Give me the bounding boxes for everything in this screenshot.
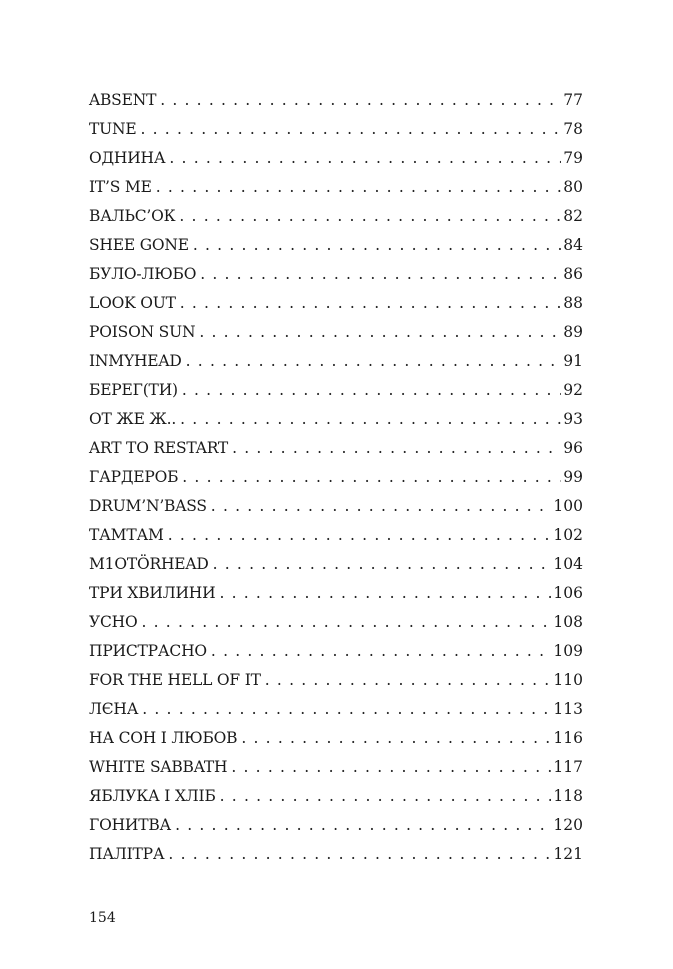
- toc-entry: [89, 756, 583, 785]
- toc-entry: [89, 176, 583, 205]
- toc-page-number: 77: [563, 91, 583, 109]
- toc-title: ТРИ ХВИЛИНИ: [89, 584, 216, 602]
- toc-entry: [89, 727, 583, 756]
- page-number: 154: [89, 910, 116, 926]
- dot-leader: [168, 843, 551, 865]
- toc-entry: [89, 321, 583, 350]
- toc-page-number: 106: [553, 584, 583, 602]
- dot-leader: [140, 118, 561, 140]
- toc-title: ВАЛЬС’ОК: [89, 207, 176, 225]
- toc-entry: [89, 669, 583, 698]
- dot-leader: [193, 234, 561, 256]
- toc-entry: [89, 611, 583, 640]
- toc-title: ОТ ЖЕ Ж..: [89, 410, 177, 428]
- toc-page-number: 78: [563, 120, 583, 138]
- toc-page-number: 113: [553, 700, 583, 718]
- toc-title: SHEE GONE: [89, 236, 189, 254]
- toc-page-number: 109: [553, 642, 583, 660]
- toc-title: ГОНИТВА: [89, 816, 172, 834]
- toc-title: FOR THE HELL OF IT: [89, 671, 261, 689]
- toc-page-number: 86: [563, 265, 583, 283]
- toc-page-number: 118: [553, 787, 583, 805]
- toc-entry: [89, 495, 583, 524]
- toc-entry: [89, 814, 583, 843]
- toc-page-number: 102: [553, 526, 583, 544]
- dot-leader: [199, 321, 561, 343]
- toc-page-number: 117: [553, 758, 583, 776]
- toc-title: ЛЄНА: [89, 700, 139, 718]
- toc-entry: [89, 205, 583, 234]
- toc-title: ПАЛІТРА: [89, 845, 165, 863]
- toc-entry: [89, 524, 583, 553]
- dot-leader: [200, 263, 561, 285]
- toc-entry: [89, 582, 583, 611]
- toc-title: ОДНИНА: [89, 149, 166, 167]
- toc-title: УСНО: [89, 613, 138, 631]
- toc-title: ПРИСТРАСНО: [89, 642, 207, 660]
- toc-page-number: 110: [553, 671, 583, 689]
- table-of-contents: [89, 89, 583, 872]
- toc-title: LOOK OUT: [89, 294, 176, 312]
- toc-title: IT’S ME: [89, 178, 152, 196]
- toc-title: НА СОН І ЛЮБОВ: [89, 729, 238, 747]
- dot-leader: [160, 89, 561, 111]
- toc-page-number: 80: [563, 178, 583, 196]
- toc-page-number: 92: [563, 381, 583, 399]
- toc-entry: [89, 408, 583, 437]
- dot-leader: [169, 147, 561, 169]
- dot-leader: [241, 727, 551, 749]
- dot-leader: [186, 350, 562, 372]
- toc-page-number: 82: [563, 207, 583, 225]
- dot-leader: [168, 524, 552, 546]
- toc-page-number: 89: [563, 323, 583, 341]
- toc-page-number: 116: [553, 729, 583, 747]
- toc-title: TUNE: [89, 120, 137, 138]
- dot-leader: [156, 176, 562, 198]
- dot-leader: [180, 408, 561, 430]
- toc-page-number: 88: [563, 294, 583, 312]
- toc-entry: [89, 118, 583, 147]
- toc-title: DRUM’N’BASS: [89, 497, 207, 515]
- toc-entry: [89, 437, 583, 466]
- toc-entry: [89, 843, 583, 872]
- dot-leader: [180, 292, 562, 314]
- toc-title: БЕРЕГ(ТИ): [89, 381, 178, 399]
- toc-page-number: 104: [553, 555, 583, 573]
- dot-leader: [219, 582, 551, 604]
- toc-title: POISON SUN: [89, 323, 196, 341]
- dot-leader: [220, 785, 552, 807]
- toc-title: WHITE SABBATH: [89, 758, 228, 776]
- dot-leader: [142, 611, 552, 633]
- toc-title: M1OTÖRHEAD: [89, 555, 209, 573]
- toc-page-number: 96: [563, 439, 583, 457]
- toc-page-number: 100: [553, 497, 583, 515]
- toc-entry: [89, 466, 583, 495]
- dot-leader: [213, 553, 552, 575]
- toc-entry: [89, 553, 583, 582]
- toc-entry: [89, 785, 583, 814]
- toc-page-number: 121: [553, 845, 583, 863]
- toc-entry: [89, 350, 583, 379]
- toc-title: ЯБЛУКА І ХЛІБ: [89, 787, 216, 805]
- dot-leader: [265, 669, 552, 691]
- toc-title: ГАРДЕРОБ: [89, 468, 179, 486]
- toc-title: ART TO RESTART: [89, 439, 229, 457]
- dot-leader: [175, 814, 551, 836]
- toc-page-number: 84: [563, 236, 583, 254]
- toc-entry: [89, 379, 583, 408]
- toc-title: ABSENT: [89, 91, 157, 109]
- dot-leader: [231, 756, 551, 778]
- toc-entry: [89, 147, 583, 176]
- dot-leader: [211, 640, 551, 662]
- dot-leader: [182, 466, 561, 488]
- toc-page-number: 120: [553, 816, 583, 834]
- toc-page-number: 79: [563, 149, 583, 167]
- toc-entry: [89, 263, 583, 292]
- toc-title: ТАМТАМ: [89, 526, 164, 544]
- dot-leader: [179, 205, 561, 227]
- toc-page-number: 91: [563, 352, 583, 370]
- toc-entry: [89, 640, 583, 669]
- toc-page-number: 108: [553, 613, 583, 631]
- toc-page-number: 93: [563, 410, 583, 428]
- dot-leader: [211, 495, 552, 517]
- toc-title: INMYHEAD: [89, 352, 182, 370]
- toc-entry: [89, 234, 583, 263]
- toc-entry: [89, 698, 583, 727]
- toc-page-number: 99: [563, 468, 583, 486]
- toc-title: БУЛО-ЛЮБО: [89, 265, 197, 283]
- toc-entry: [89, 89, 583, 118]
- dot-leader: [232, 437, 561, 459]
- toc-entry: [89, 292, 583, 321]
- dot-leader: [142, 698, 551, 720]
- dot-leader: [182, 379, 561, 401]
